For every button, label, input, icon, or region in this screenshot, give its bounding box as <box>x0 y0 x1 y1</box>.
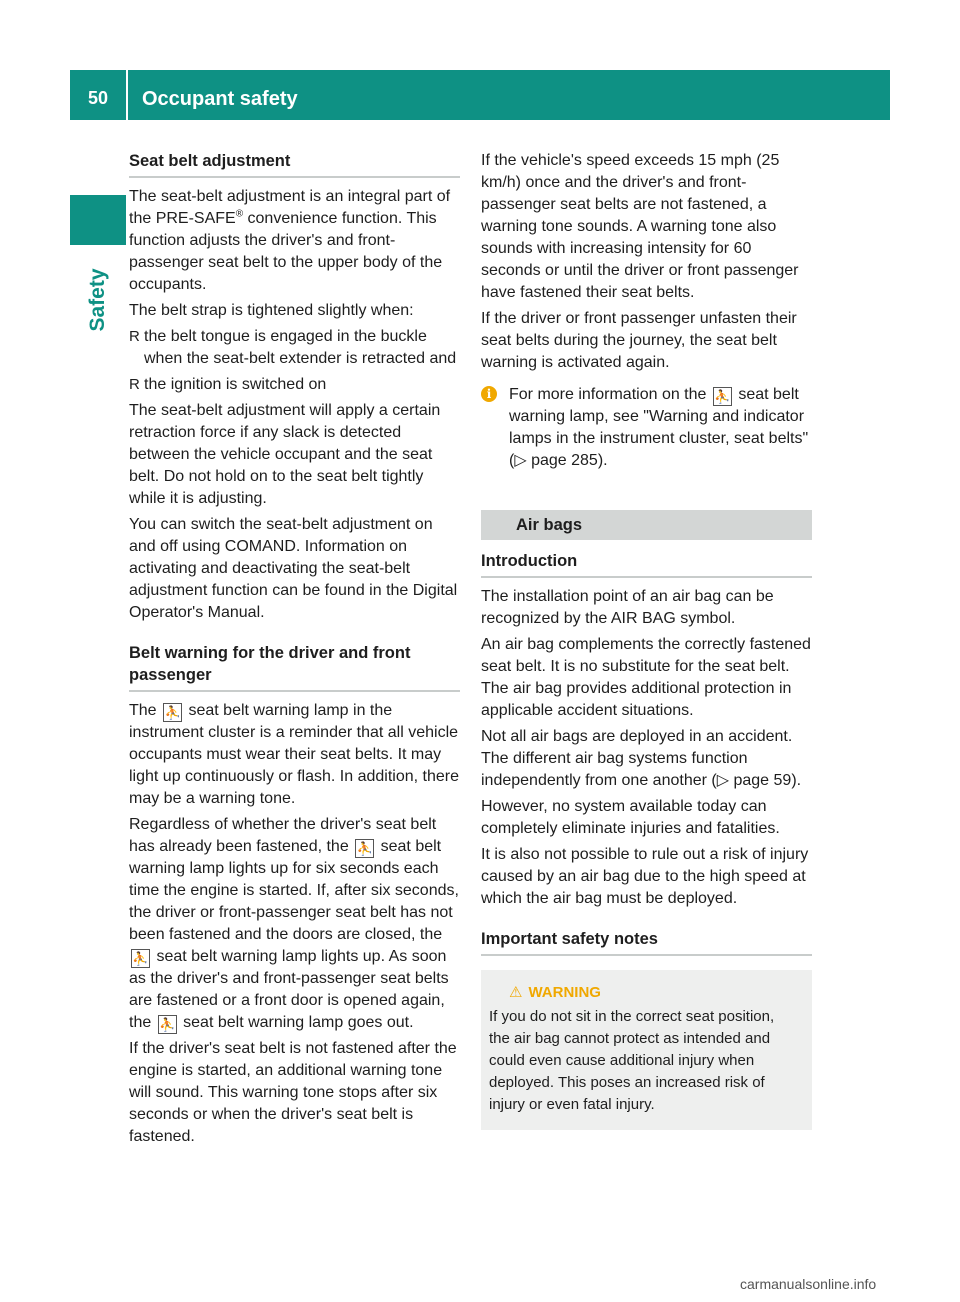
paragraph: You can switch the seat-belt adjustment on and off using COMAND. Information on activating and deactivating the seat-belt adjustment function can be found in the Digital Operator's Manual. <box>129 516 458 621</box>
warning-box <box>481 970 812 1130</box>
warning-text: If you do not sit in the correct seat position, the air bag cannot protect as intended and could even cause additional injury when deployed. This poses an increased risk of injury or even fatal injury. <box>489 1008 775 1113</box>
paragraph: The installation point of an air bag can be recognized by the AIR BAG symbol. <box>481 588 774 627</box>
side-tab-marker <box>70 195 126 245</box>
seat-belt-lamp-icon: ⛹ <box>356 841 373 856</box>
page-title: Occupant safety <box>142 88 298 110</box>
paragraph: Regardless of whether the driver's seat belt has already been fastened, the ⛹ seat belt warning lamp lights up for six seconds each time the engine is started. If, after six seconds, the driver or front-passenger seat belt has not been fastened and the doors are closed, the ⛹ seat belt warning lamp lights up. As soon as the driver's and front-passenger seat belts are fastened or a front door is opened again, the ⛹ seat belt warning lamp goes out. <box>129 816 459 1032</box>
watermark: carmanualsonline.info <box>740 1276 877 1292</box>
seat-belt-lamp-icon: ⛹ <box>714 389 731 404</box>
paragraph: Not all air bags are deployed in an accident. The different air bag systems function independently from one another (▷ page 59). <box>481 728 802 789</box>
heading-important-safety-notes: Important safety notes <box>481 928 812 956</box>
page-ref-arrow-icon: ▷ <box>716 772 730 789</box>
warning-heading: ⚠ WARNING <box>509 984 601 1001</box>
list-item: R the belt tongue is engaged in the buckle when the seat-belt extender is retracted and <box>129 328 457 367</box>
page-header <box>70 70 890 120</box>
page-number: 50 <box>87 88 109 108</box>
seat-belt-lamp-icon: ⛹ <box>164 705 181 720</box>
bullet-marker: R <box>129 328 140 345</box>
heading-seat-belt-adjustment: Seat belt adjustment <box>129 150 460 178</box>
list-item: R the ignition is switched on <box>129 374 460 396</box>
paragraph: The ⛹ seat belt warning lamp in the instrument cluster is a reminder that all vehicle occupants must wear their seat belts. It may light up continuously or flash. In addition, there may be a warning tone. <box>129 702 459 807</box>
paragraph: It is also not possible to rule out a risk of injury caused by an air bag due to the high speed at which the air bag must be deployed. <box>481 846 809 907</box>
header-divider <box>126 70 128 120</box>
bullet-list <box>129 326 460 396</box>
paragraph: The seat-belt adjustment is an integral part of the PRE-SAFE® convenience function. This function adjusts the driver's and front-passenger seat belt to the upper body of the occupants. <box>129 188 451 293</box>
right-column <box>481 150 812 1130</box>
left-column <box>129 150 460 1152</box>
paragraph: The seat-belt adjustment will apply a certain retraction force if any slack is detected between the vehicle occupant and the seat belt. Do not hold on to the seat belt tightly while it is adjusting. <box>129 402 441 507</box>
registered-mark: ® <box>235 208 244 220</box>
page-ref-arrow-icon: ▷ <box>514 452 527 469</box>
paragraph: The belt strap is tightened slightly when: <box>129 302 414 319</box>
seat-belt-lamp-icon: ⛹ <box>159 1017 176 1032</box>
paragraph: If the driver or front passenger unfasten their seat belts during the journey, the seat belt warning is activated again. <box>481 310 797 371</box>
warning-triangle-icon: ⚠ <box>509 984 523 1001</box>
heading-belt-warning: Belt warning for the driver and front passenger <box>129 642 460 692</box>
info-icon: i <box>481 386 497 402</box>
paragraph: If the vehicle's speed exceeds 15 mph (25 km/h) once and the driver's and front-passenger seat belts are not fastened, a warning tone sounds. A warning tone also sounds with increasing intensity for 60 seconds or until the driver or front passenger have fastened their seat belts. <box>481 152 799 301</box>
paragraph: An air bag complements the correctly fastened seat belt. It is no substitute for the seat belt. The air bag provides additional protection in applicable accident situations. <box>481 636 811 719</box>
seat-belt-lamp-icon: ⛹ <box>132 951 149 966</box>
paragraph: However, no system available today can completely eliminate injuries and fatalities. <box>481 798 780 837</box>
paragraph: If the driver's seat belt is not fastened after the engine is started, an additional warning tone will sound. This warning tone stops after six seconds or when the driver's seat belt is fastened. <box>129 1040 457 1145</box>
bullet-marker: R <box>129 376 140 393</box>
info-note: i For more information on the ⛹ seat belt warning lamp, see "Warning and indicator lamps in the instrument cluster, seat belts" (▷ page 285). <box>481 384 812 472</box>
section-band-air-bags: Air bags <box>481 510 812 540</box>
side-section-label: Safety <box>86 268 109 332</box>
heading-introduction: Introduction <box>481 550 812 578</box>
